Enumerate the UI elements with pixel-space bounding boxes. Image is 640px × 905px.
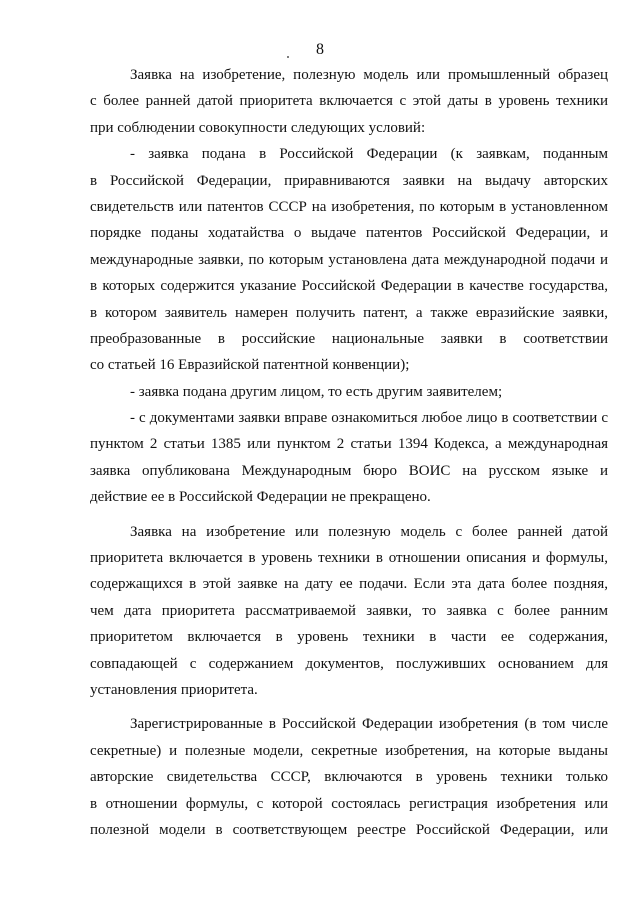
text-line: - с документами заявки вправе ознакомиться любое лицо в соответствии с xyxy=(130,410,608,427)
text-line: приоритетом включается в уровень техники в части ее содержания, xyxy=(90,629,608,646)
text-line: секретные) и полезные модели, секретные изобретения, на которые выданы xyxy=(90,742,608,759)
text-line: в которых содержится указание Российской Федерации в качестве государства, xyxy=(90,278,608,295)
text-line: заявка опубликована Международным бюро ВОИС на русском языке и xyxy=(90,462,608,479)
text-line: порядке поданы ходатайства о выдаче патентов Российской Федерации, и xyxy=(90,225,608,242)
text-line: совпадающей с содержанием документов, послуживших основанием для xyxy=(90,655,608,672)
text-line: при соблюдении совокупности следующих условий: xyxy=(90,119,426,136)
text-line: со статьей 16 Евразийской патентной конвенции); xyxy=(90,357,410,374)
paragraph xyxy=(90,379,608,405)
paragraph-gap xyxy=(90,703,608,711)
text-line: преобразованные в российские национальные заявки в соответствии xyxy=(90,330,608,347)
text-line: Зарегистрированные в Российской Федерации изобретения (в том числе xyxy=(130,716,608,733)
text-line: в Российской Федерации, приравниваются заявки на выдачу авторских xyxy=(90,172,608,189)
text-line: действие ее в Российской Федерации не прекращено. xyxy=(90,489,431,506)
paragraph xyxy=(90,141,608,379)
text-line: авторские свидетельства СССР, включаются в уровень техники только xyxy=(90,769,608,786)
text-line: с более ранней датой приоритета включается с этой даты в уровень техники xyxy=(90,93,608,110)
text-line: полезной модели в соответствующем реестре Российской Федерации, или xyxy=(90,821,608,838)
text-line: Заявка на изобретение или полезную модель с более ранней датой xyxy=(130,523,608,540)
paragraph xyxy=(90,62,608,141)
paragraph xyxy=(90,519,608,704)
text-line: - заявка подана другим лицом, то есть другим заявителем; xyxy=(130,383,503,400)
document-body xyxy=(90,62,608,843)
text-line: свидетельств или патентов СССР на изобретения, по которым в установленном xyxy=(90,198,608,215)
text-line: пунктом 2 статьи 1385 или пунктом 2 статьи 1394 Кодекса, а международная xyxy=(90,436,608,453)
text-line: - заявка подана в Российской Федерации (к заявкам, поданным xyxy=(130,146,608,163)
paragraph xyxy=(90,711,608,843)
text-line: международные заявки, по которым установлена дата международной подачи и xyxy=(90,251,608,268)
paragraph-gap xyxy=(90,511,608,519)
page-number: 8 xyxy=(316,41,324,58)
text-line: установления приоритета. xyxy=(90,681,258,698)
text-line: Заявка на изобретение, полезную модель или промышленный образец xyxy=(130,67,608,83)
text-line: приоритета включается в уровень техники в отношении описания и формулы, xyxy=(90,550,608,567)
text-line: содержащихся в этой заявке на дату ее подачи. Если эта дата более поздняя, xyxy=(90,576,608,593)
text-line: в отношении формулы, с которой состоялась регистрация изобретения или xyxy=(90,795,608,812)
text-line: чем дата приоритета рассматриваемой заявки, то заявка с более ранним xyxy=(90,602,608,619)
paragraph xyxy=(90,405,608,511)
text-line: в котором заявитель намерен получить патент, а также евразийские заявки, xyxy=(90,304,608,321)
